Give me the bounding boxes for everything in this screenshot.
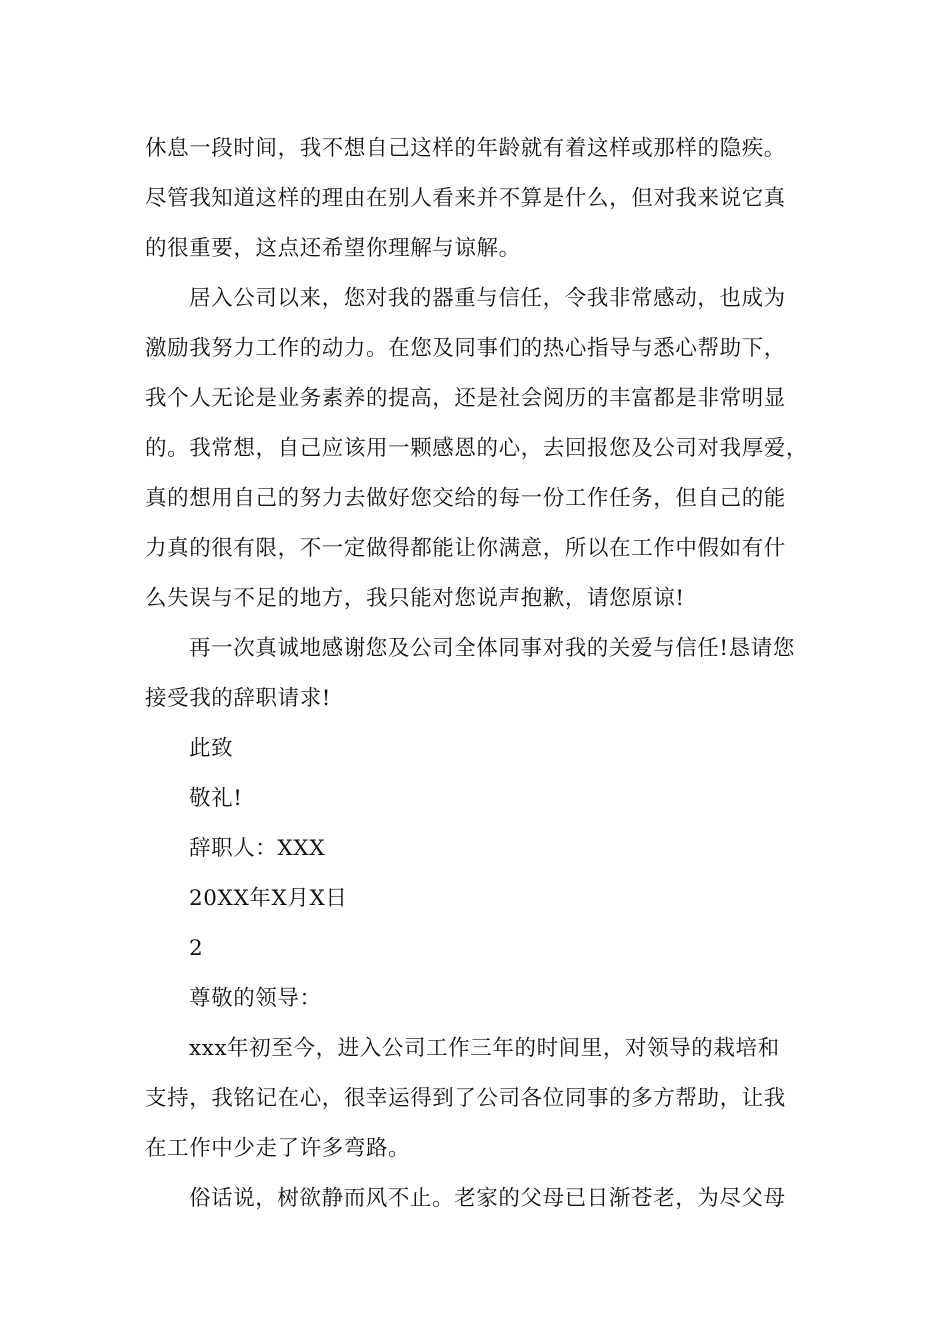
text-line: 俗话说，树欲静而风不止。老家的父母已日渐苍老，为尽父母: [189, 1186, 786, 1211]
text-line: xxx年初至今，进入公司工作三年的时间里，对领导的栽培和: [189, 1036, 780, 1061]
text-line: 接受我的辞职请求!: [145, 686, 332, 711]
text-line: 么失误与不足的地方，我只能对您说声抱歉，请您原谅!: [145, 586, 685, 611]
text-line: 我个人无论是业务素养的提高，还是社会阅历的丰富都是非常明显: [145, 386, 786, 411]
text-line: 激励我努力工作的动力。在您及同事们的热心指导与悉心帮助下，: [145, 336, 786, 361]
salutation: 尊敬的领导：: [189, 986, 322, 1011]
closing-line: 此致: [189, 736, 234, 761]
text-line: 再一次真诚地感谢您及公司全体同事对我的关爱与信任!恳请您: [189, 636, 795, 661]
text-line: 的很重要，这点还希望你理解与谅解。: [145, 236, 521, 261]
text-line: 尽管我知道这样的理由在别人看来并不算是什么，但对我来说它真: [145, 186, 786, 211]
text-line: 休息一段时间，我不想自己这样的年龄就有着这样或那样的隐疾。: [145, 136, 786, 161]
text-line: 在工作中少走了许多弯路。: [145, 1136, 411, 1161]
signer-line: 辞职人：XXX: [189, 836, 326, 861]
closing-line: 敬礼!: [189, 786, 243, 811]
text-line: 居入公司以来，您对我的器重与信任，令我非常感动，也成为: [189, 286, 786, 311]
text-line: 力真的很有限，不一定做得都能让你满意，所以在工作中假如有什: [145, 536, 786, 561]
section-number: 2: [189, 936, 204, 961]
text-line: 真的想用自己的努力去做好您交给的每一份工作任务，但自己的能: [145, 486, 786, 511]
text-line: 的。我常想，自己应该用一颗感恩的心，去回报您及公司对我厚爱，: [145, 436, 809, 461]
text-line: 支持，我铭记在心，很幸运得到了公司各位同事的多方帮助，让我: [145, 1086, 786, 1111]
date-line: 20XX年X月X日: [189, 886, 348, 911]
